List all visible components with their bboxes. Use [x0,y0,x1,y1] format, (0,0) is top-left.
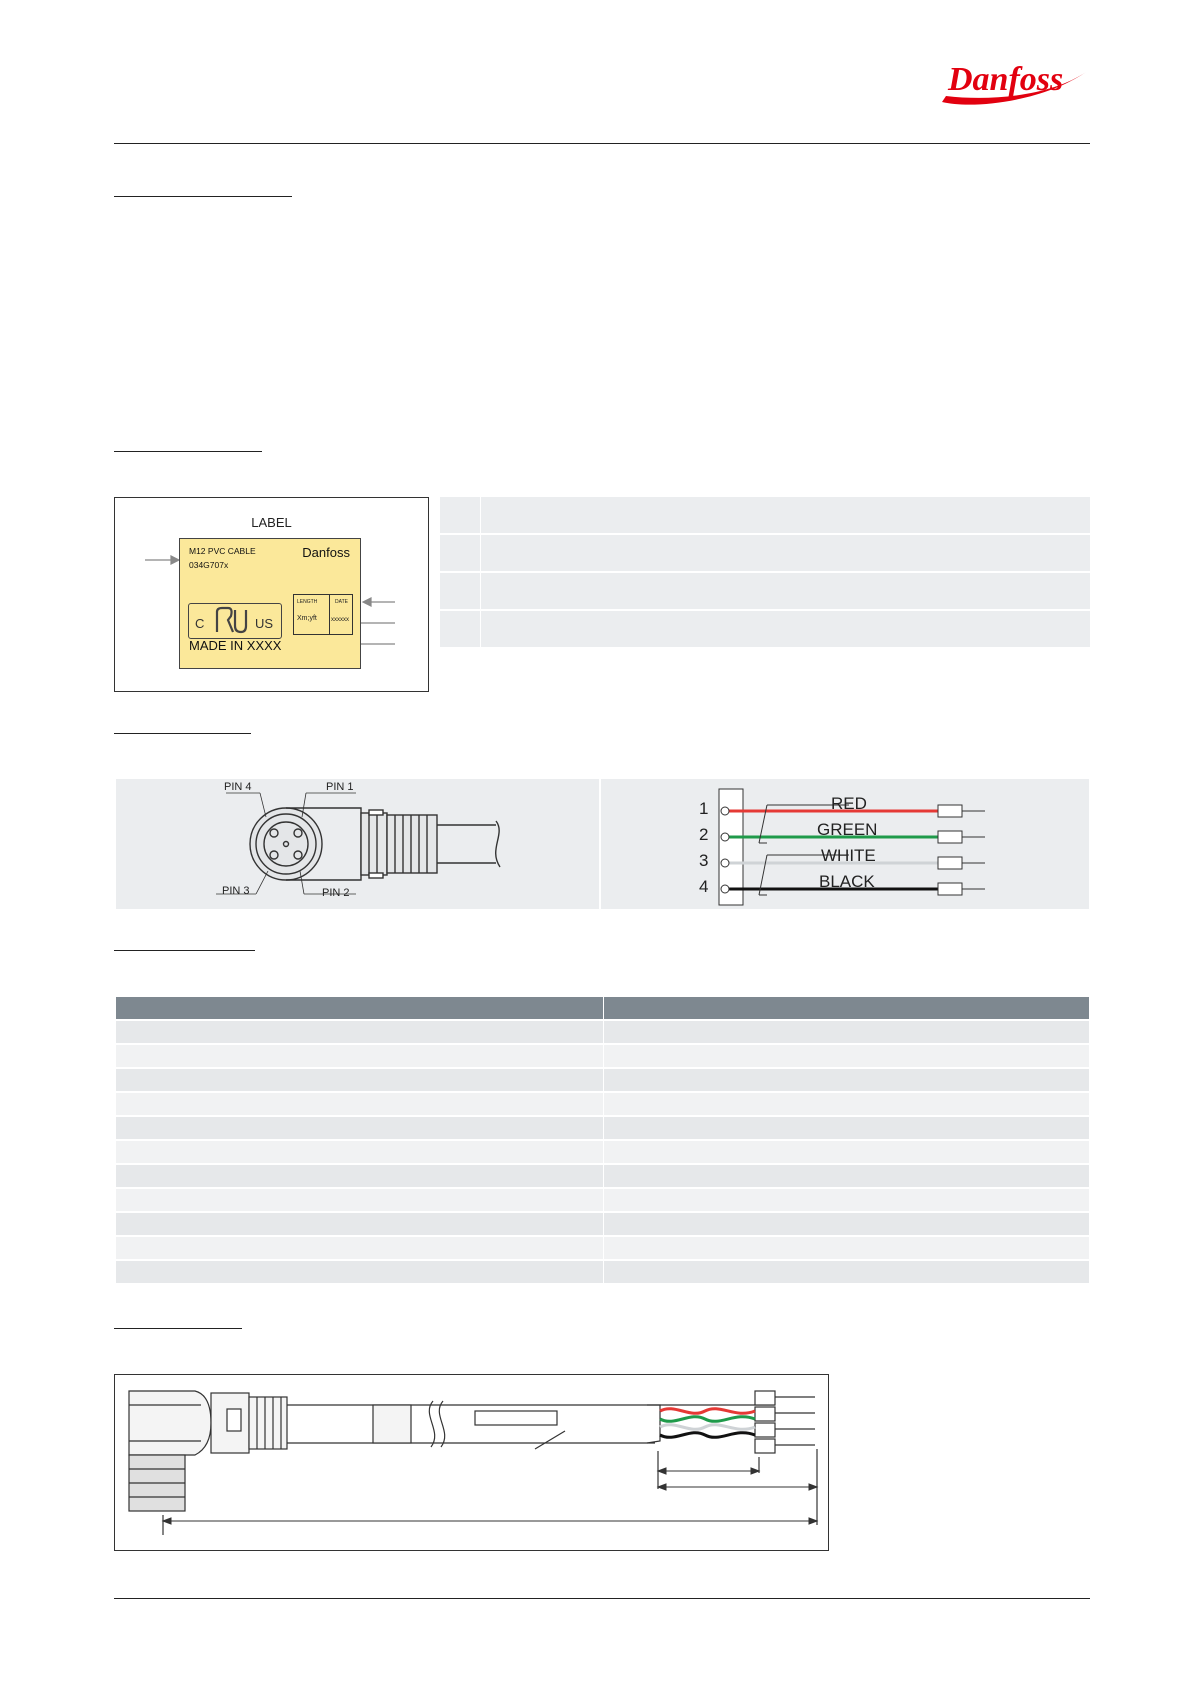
wire-color-white: WHITE [821,846,876,865]
wire-color-red: RED [831,794,867,813]
connector-drawing [116,779,599,909]
length-value: Xm;yft [297,615,317,622]
wire-color-black: BLACK [819,872,875,891]
cert-us: US [255,616,274,631]
section-heading-underline [114,451,262,452]
table-row [116,1165,1089,1187]
wire-number-4: 4 [699,877,709,896]
table-row [116,1141,1089,1163]
date-header: DATE [335,599,348,605]
label-product: M12 PVC CABLE [189,546,256,556]
footer-rule [114,1598,1090,1599]
label-title: LABEL [251,515,292,530]
certification-mark [188,603,282,639]
section-heading-underline [114,733,251,734]
header-rule [114,143,1090,144]
wire-number-3: 3 [699,851,709,870]
svg-text:Danfoss: Danfoss [948,61,1064,98]
wire-number-2: 2 [699,825,709,844]
table-row [116,1213,1089,1235]
table-row [116,1189,1089,1211]
wiring-panel [601,779,1089,909]
label-drawing [114,497,429,692]
cert-c: C [195,616,205,631]
cable-dimension-drawing [114,1374,829,1551]
table-row [116,1261,1089,1283]
pin-1-label: PIN 1 [326,781,354,793]
pin-2-label: PIN 2 [322,887,350,899]
table-row [116,1117,1089,1139]
pin-3-label: PIN 3 [222,885,250,897]
label-key-row [440,573,1090,609]
connector-pinout-panel [116,779,599,909]
label-code: 034G707x [189,560,229,570]
wire-color-green: GREEN [817,820,878,839]
length-date-box [293,594,353,635]
table-row [116,1237,1089,1259]
danfoss-logo [936,52,1092,110]
label-key-row [440,497,1090,533]
label-brand: Danfoss [302,545,350,560]
label-key-row [440,611,1090,647]
section-heading-underline [114,1328,242,1329]
label-sticker [179,538,361,669]
section-heading-underline [114,950,255,951]
table-row [116,1045,1089,1067]
label-key-row [440,535,1090,571]
section-heading-underline [114,196,292,197]
table-row [116,1069,1089,1091]
wire-number-1: 1 [699,799,709,818]
pin-4-label: PIN 4 [224,781,252,793]
spec-table-header [116,997,1089,1019]
length-header: LENGTH [297,599,318,605]
date-value: xxxxxx [331,617,349,623]
table-row [116,1021,1089,1043]
label-origin: MADE IN XXXX [189,638,282,653]
table-row [116,1093,1089,1115]
